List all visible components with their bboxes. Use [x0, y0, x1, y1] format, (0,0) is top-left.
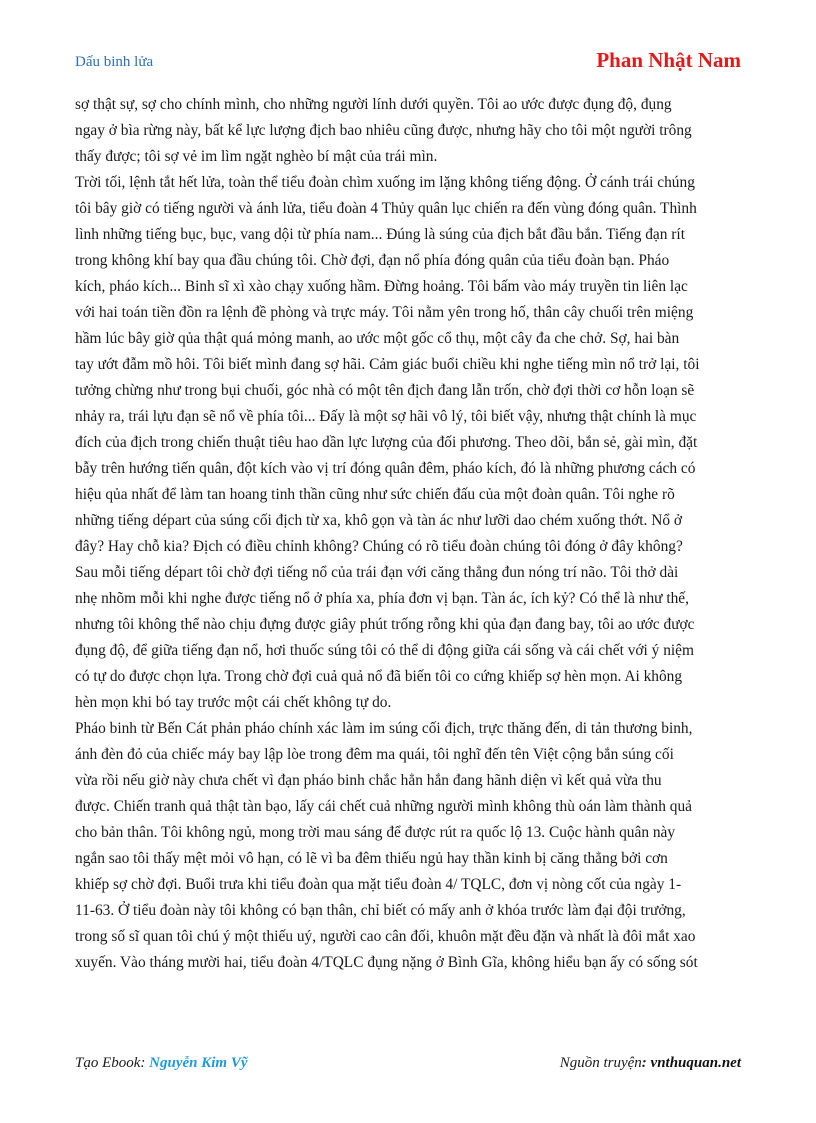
text-line: tôi bây giờ có tiếng người và ánh lửa, tiểu đoàn 4 Thủy quân lục chiến ra đến vùng đóng quân. Thình [75, 200, 697, 217]
text-line: 11-63. Ở tiểu đoàn này tôi không có bạn thân, chỉ biết có mấy anh ở khóa trước làm đại đội trưởng, [75, 902, 686, 919]
text-line: trong không khí bay qua đầu chúng tôi. Chờ đợi, đạn nổ phía đóng quân của tiểu đoàn bạn. Pháo [75, 252, 670, 269]
text-line: tay ướt đẫm mồ hôi. Tôi biết mình đang sợ hãi. Cảm giác buổi chiều khi nghe tiếng mìn nổ trở lại, tôi [75, 356, 700, 373]
text-line: nhảy ra, trái lựu đạn sẽ nổ về phía tôi... Đấy là một sợ hãi vô lý, tôi biết vậy, nhưng thật chính là mục [75, 408, 697, 425]
text-line: Sau mỗi tiếng départ tôi chờ đợi tiếng nổ của trái đạn với căng thẳng đun nóng trí não. Tôi thở dài [75, 564, 679, 581]
creator-label: Tạo Ebook [75, 1055, 141, 1071]
text-line: tưởng chừng như trong bụi chuối, góc nhà có một tên địch đang lẫn trốn, chờ đợi thời cơ hỗn loạn sẽ [75, 382, 695, 399]
page-footer [75, 1055, 741, 1077]
text-line: thấy được; tôi sợ vẻ im lìm ngặt nghèo bí mật của trái mìn. [75, 148, 438, 165]
author-name: Phan Nhật Nam [596, 48, 741, 72]
text-line: cho bản thân. Tôi không ngủ, mong trời mau sáng để được rút ra quốc lộ 13. Cuộc hành quân này [75, 824, 676, 841]
text-line: nhưng tôi không thể nào chịu đựng được giây phút trống rỗng khi qủa đạn đang bay, tôi ao ước được [75, 616, 695, 633]
text-line: Trời tối, lệnh tắt hết lửa, toàn thể tiểu đoàn chìm xuống im lặng không tiếng động. Ở cánh trái chúng [75, 174, 695, 191]
source-name: vnthuquan.net [650, 1055, 741, 1071]
book-title: Dấu binh lửa [75, 54, 154, 70]
text-line: sợ thật sự, sợ cho chính mình, cho những người lính dưới quyền. Tôi ao ước được đụng độ, đụng [75, 96, 672, 113]
text-line: ngắn sao tôi thấy mệt mỏi vô hạn, có lẽ vì ba đêm thiếu ngủ hay thần kinh bị căng thẳng bởi cơn [75, 850, 668, 867]
body-text [75, 92, 741, 976]
text-line: vừa rồi nếu giờ này chưa chết vì đạn pháo binh chắc hẳn hắn đang hãnh diện vì kết quả vừa thu [75, 772, 662, 789]
text-line: trong số sĩ quan tôi chú ý một thiếu uý, người cao cân đối, khuôn mặt đều đặn và nhất là đôi mắt xao [75, 928, 696, 945]
source-credit: Nguồn truyện: vnthuquan.net [559, 1055, 741, 1071]
text-line: ánh đèn đỏ của chiếc máy bay lập lòe trong đêm ma quái, tôi nghĩ đến tên Việt cộng bắn súng cối [75, 746, 674, 763]
text-line: ngay ở bìa rừng này, bất kể lực lượng địch bao nhiêu cũng được, nhưng hãy cho tôi một người trông [75, 122, 692, 139]
source-label: Nguồn truyện [559, 1055, 642, 1071]
page-header [75, 48, 741, 76]
text-line: xuyến. Vào tháng mười hai, tiểu đoàn 4/TQLC đụng nặng ở Bình Gĩa, không hiểu bạn ấy có sống sót [75, 954, 698, 971]
text-line: kích, pháo kích... Binh sĩ xì xào chạy xuống hầm. Đừng hoảng. Tôi bấm vào máy truyền tin liên lạc [75, 278, 688, 295]
text-line: hầm lúc bây giờ qủa thật quá mỏng manh, ao ước một gốc cổ thụ, một cây đa che chở. Sợ, hai bàn [75, 330, 680, 347]
text-line: đây? Hay chỗ kia? Địch có điều chỉnh không? Chúng có rõ tiểu đoàn chúng tôi đóng ở đây không? [75, 538, 683, 555]
text-line: Pháo binh từ Bến Cát phản pháo chính xác làm im súng cối địch, trực thăng đến, di tản thương binh, [75, 720, 693, 737]
text-line: với hai toán tiền đồn ra lệnh đề phòng và trực máy. Tôi nằm yên trong hố, thân cây chuối trên miệng [75, 304, 694, 321]
text-line: lình những tiếng bục, bục, vang dội từ phía nam... Đúng là súng của địch bắt đầu bắn. Tiếng đạn rít [75, 226, 685, 243]
text-line: hiệu qủa nhất để làm tan hoang tinh thần cũng như sức chiến đấu của một đoàn quân. Tôi nghe rõ [75, 486, 675, 503]
text-line: hèn mọn khi bó tay trước một cái chết không tự do. [75, 694, 392, 711]
creator-name: Nguyễn Kim Vỹ [149, 1055, 248, 1071]
text-line: đích của địch trong chiến thuật tiêu hao dần lực lượng của đối phương. Theo dõi, bắn sẻ, gài mìn, đặt [75, 434, 698, 451]
text-line: nhẹ nhõm mỗi khi nghe được tiếng nổ ở phía xa, phía đơn vị bạn. Tàn ác, ích kỷ? Có thể là như thế, [75, 590, 689, 607]
text-line: khiếp sợ chờ đợi. Buổi trưa khi tiểu đoàn qua mặt tiểu đoàn 4/ TQLC, đơn vị nòng cốt của ngày 1- [75, 876, 682, 893]
text-line: có tự do được chọn lựa. Trong chờ đợi cuả quả nổ đã biến tôi co cứng khiếp sợ hèn mọn. Ai không [75, 668, 683, 685]
text-line: bẫy trên hướng tiến quân, đột kích vào vị trí đóng quân đêm, pháo kích, đó là những phương cách có [75, 460, 696, 477]
ebook-credit: Tạo Ebook: Nguyễn Kim Vỹ [75, 1055, 248, 1071]
text-line: được. Chiến tranh quả thật tàn bạo, lấy cái chết cuả những người mình không thù oán làm thành quả [75, 798, 693, 815]
text-line: những tiếng départ của súng cối địch từ xa, khô gọn và tàn ác như lưỡi dao chém xuống thớt. Nổ ở [75, 512, 683, 529]
text-line: đụng độ, để giữa tiếng đạn nổ, hơi thuốc súng tôi có thể di động giữa cái sống và cái chết với ý niệm [75, 642, 694, 659]
